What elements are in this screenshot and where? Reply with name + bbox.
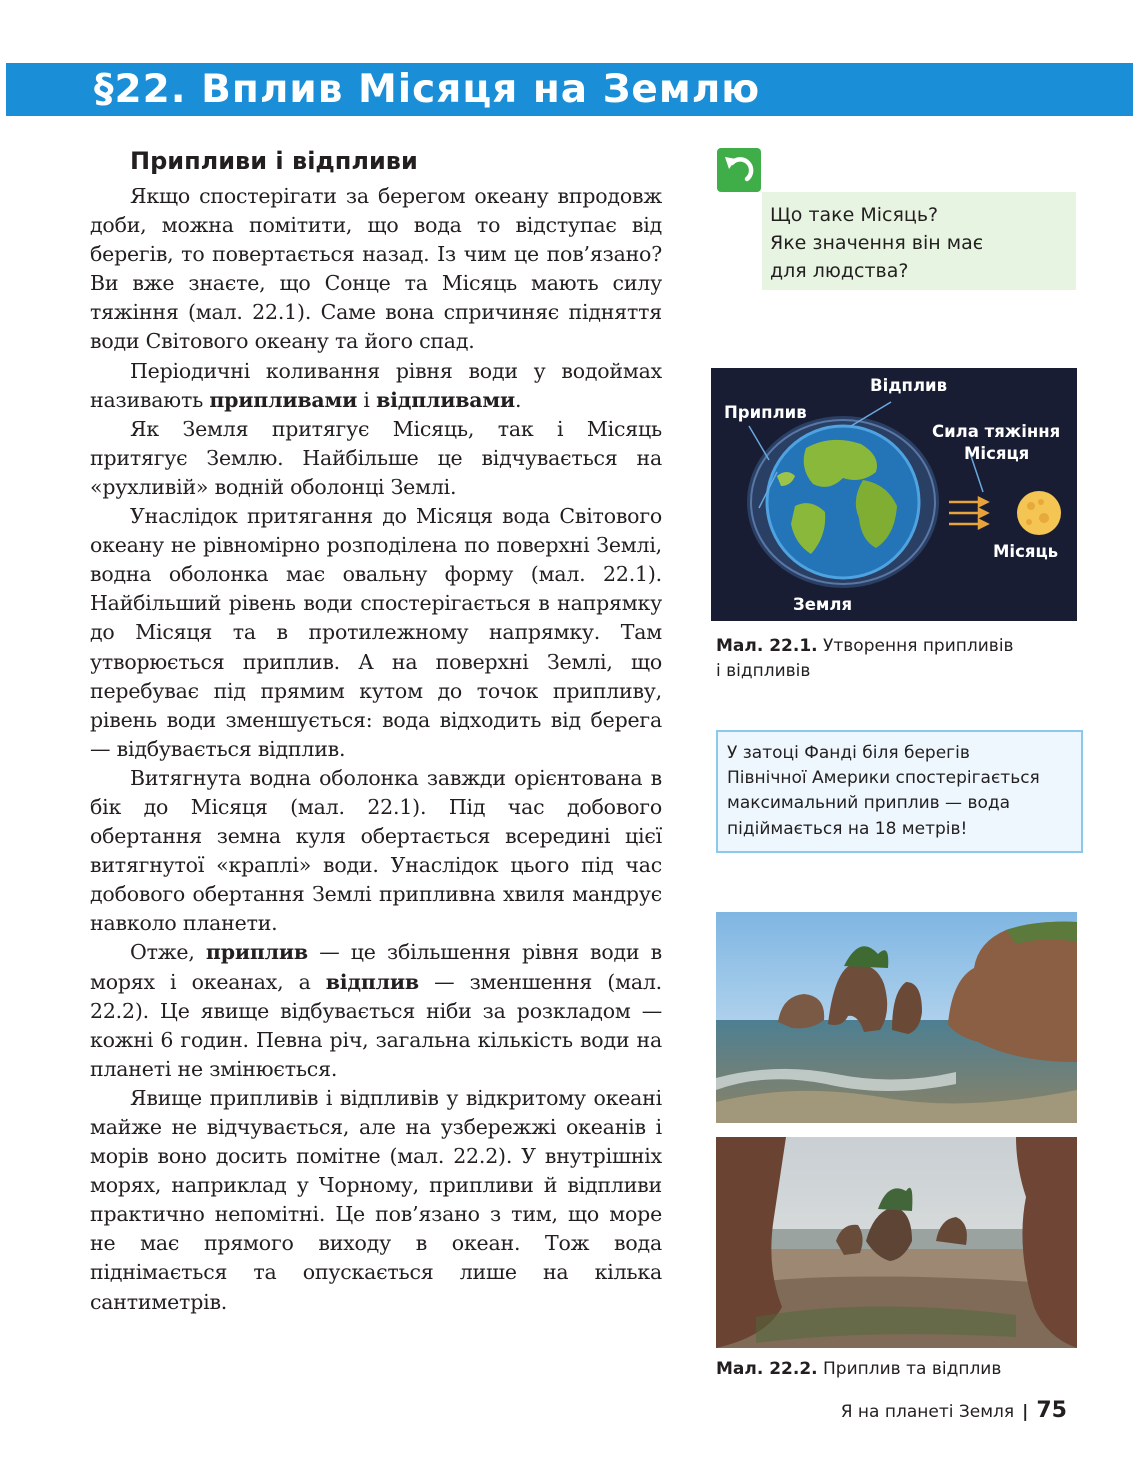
recall-arrow-icon <box>717 148 761 192</box>
main-text-column <box>90 146 662 1317</box>
recall-line: Яке значення він має <box>770 232 984 254</box>
paragraph-text: Як Земля притягує Місяць, так і Місяць притягує Землю. Найбільше це відчувається на «рухливій» водній оболонці Землі. <box>90 416 662 499</box>
term-highlight: припливами <box>209 387 358 412</box>
photo-high-tide <box>716 912 1077 1123</box>
fact-line: Північної Америки спостерігається <box>727 768 1040 789</box>
body-paragraph <box>90 415 662 502</box>
recall-line: для людства? <box>770 260 909 282</box>
figure-tides-diagram <box>711 368 1077 621</box>
recall-question-box <box>762 192 1076 290</box>
fact-box <box>716 730 1083 853</box>
paragraph-text: — зменшення (мал. 22.2). Це явище відбувається ніби за розкладом — кожні 6 годин. Певна річ, загальна кількість води на планеті не змінюється. <box>90 969 662 1081</box>
paragraph-text: Явище припливів і відпливів у відкритому океані майже не відчувається, але на узбережжі океанів і морів воно досить помітне (мал. 22.2). У внутрішніх морях, наприклад у Чорному, припливи й відпливи практично непомітні. Це пов’язано з тим, що море не має прямого виходу в океан. Тож вода піднімається та опускається лише на кілька сантиметрів. <box>90 1085 662 1314</box>
paragraph-text: . <box>515 387 522 412</box>
paragraph-text: Унаслідок притягання до Місяця вода Світового океану не рівномірно розподілена по поверхні Землі, водна оболонка має овальну форму (мал. 22.1). Найбільший рівень води спостерігається в напрямку до Місяця та в протилежному напрямку. Там утворюється приплив. А на поверхні Землі, що перебуває під прямим кутом до точок припливу, рівень води зменшується: вода відходить від берега — відбувається відплив. <box>90 504 662 761</box>
fact-line: підіймається на 18 метрів! <box>727 818 968 839</box>
figure2-caption <box>716 1357 1076 1382</box>
footer-separator: | <box>1022 1402 1029 1422</box>
figure2-caption-text: Приплив та відплив <box>817 1359 1002 1379</box>
label-moon: Місяць <box>993 542 1059 561</box>
section-title-bar <box>6 63 1133 116</box>
paragraph-text: Якщо спостерігати за берегом океану впродовж доби, можна помітити, що вода то відступає від берегів, то повертається назад. Із чим це пов’язано? Ви вже знаєте, що Сонце та Місяць мають силу тяжіння (мал. 22.1). Саме вона спричиняє підняття води Світового океану та його спад. <box>90 184 662 354</box>
section-title: §22. Вплив Місяця на Землю <box>94 67 761 112</box>
paragraph-text: Періодичні коливання рівня води у водоймах називають <box>90 358 662 412</box>
fact-line: У затоці Фанді біля берегів <box>727 743 970 763</box>
body-paragraph <box>90 357 662 415</box>
paragraph-text: Отже, <box>130 940 206 965</box>
figure1-caption <box>716 634 1076 684</box>
label-gravity-line2: Місяця <box>964 444 1030 463</box>
term-highlight: відплив <box>325 969 419 994</box>
body-paragraph <box>90 502 662 764</box>
label-earth: Земля <box>793 595 853 614</box>
body-paragraph <box>90 182 662 357</box>
body-paragraph <box>90 1084 662 1317</box>
recall-line: Що таке Місяць? <box>770 204 939 226</box>
subsection-heading: Припливи і відпливи <box>130 147 418 175</box>
page-number: 75 <box>1036 1398 1067 1423</box>
term-highlight: відпливами <box>376 387 516 412</box>
figure2-caption-number: Мал. 22.2. <box>716 1359 818 1379</box>
body-paragraph <box>90 764 662 939</box>
body-paragraph <box>90 938 662 1083</box>
figure1-caption-text: Утворення припливів <box>817 636 1014 656</box>
label-ebb: Відплив <box>870 376 948 395</box>
body-text <box>90 182 662 1317</box>
term-highlight: приплив <box>205 940 308 965</box>
book-title: Я на планеті Земля <box>840 1402 1015 1422</box>
paragraph-text: — це збільшення рівня води в морях і океанах, а <box>90 940 662 994</box>
paragraph-text: Витягнута водна оболонка завжди орієнтована в бік до Місяця (мал. 22.1). Під час добового обертання земна куля обертається всередині цієї витягнутої «краплі» води. Унаслідок цього під час добового обертання Землі припливна хвиля мандрує навколо планети. <box>90 765 662 936</box>
fact-line: максимальний приплив — вода <box>727 793 1011 814</box>
figure1-caption-number: Мал. 22.1. <box>716 636 818 656</box>
label-gravity-line1: Сила тяжіння <box>932 422 1061 441</box>
photo-low-tide <box>716 1137 1077 1348</box>
page-footer <box>841 1398 1067 1423</box>
paragraph-text: і <box>357 387 377 412</box>
figure1-caption-text-line2: і відпливів <box>716 661 811 681</box>
label-flood: Приплив <box>724 403 807 422</box>
